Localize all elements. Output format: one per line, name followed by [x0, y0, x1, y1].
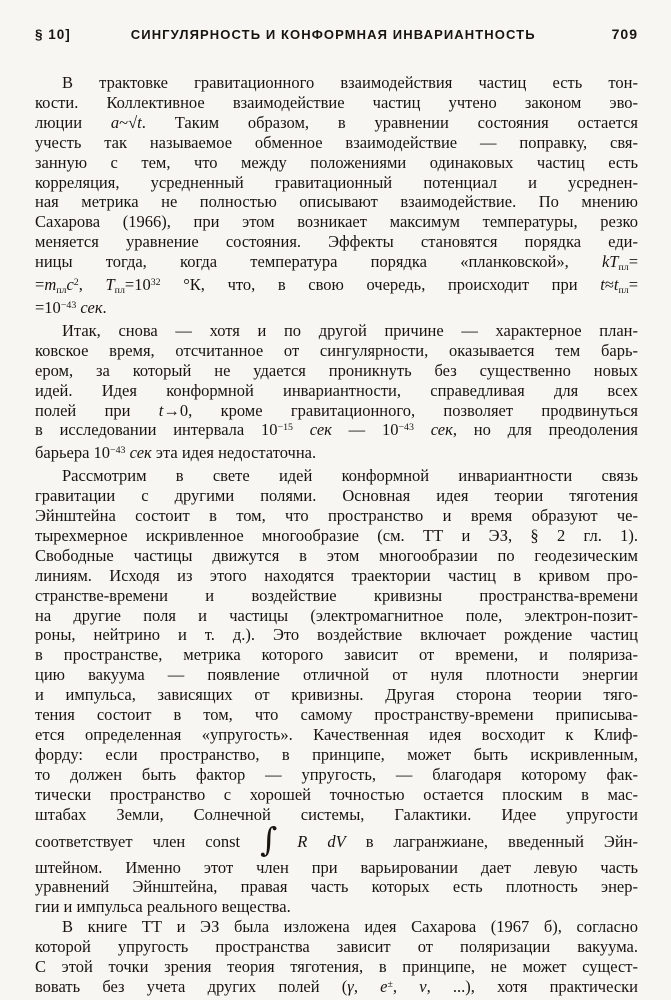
- text-line: то должен быть фактор — упругость, — благодаря которому фак-: [35, 764, 638, 784]
- text-line: штейном. Именно этот член при варьировании дает левую часть: [35, 857, 638, 877]
- text-line: Свободные частицы движутся в этом многообразии по геодезическим: [35, 545, 638, 565]
- text-line: меняется уравнение состояния. Эффекты становятся порядка еди-: [35, 232, 638, 252]
- text-line: которой упругость пространства зависит от поляризации вакуума.: [35, 937, 638, 957]
- text-line: линиям. Исходя из этого находятся траектории частиц в кривом про-: [35, 565, 638, 585]
- text-line: В книге ТТ и ЭЗ была изложена идея Сахарова (1967 б), согласно: [62, 917, 638, 937]
- text-line: кости. Коллективное взаимодействие частиц учтено законом эво-: [35, 92, 638, 112]
- text-line: цию вакуума — появление отличной от нуля плотности энергии: [35, 665, 638, 685]
- text-line: занную с тем, что между положениями одинаковых частиц есть: [35, 152, 638, 172]
- text-line: $=10^{-43}$ сек.: [35, 297, 107, 317]
- text-line: =mплc$^2$, $Tпл=10^{32}$ °К, что, в свою очередь, происходит при t≈tпл=: [35, 275, 638, 297]
- text-line: ницы тогда, когда температура порядка «планковской», kTпл=: [35, 252, 638, 274]
- text-line: учесть так называемое обменное взаимодействие — поправку, свя-: [35, 132, 638, 152]
- text-line: и импульса, зависящих от кривизны. Другая сторона теории тяго-: [35, 685, 638, 705]
- text-line: ковское время, отсчитанное от сингулярности, оказывается тем барь-: [35, 340, 638, 360]
- paragraph: [35, 321, 638, 466]
- text-line: Итак, снова — хотя и по другой причине — характерное план-: [62, 320, 638, 340]
- running-title: СИНГУЛЯРНОСТЬ И КОНФОРМНАЯ ИНВАРИАНТНОСТЬ: [130, 27, 536, 42]
- text-line: полей при t→0, кроме гравитационного, позволяет продвинуться: [35, 400, 638, 420]
- text-line: соответствует член const ∫ R dV в лагранжиане, введенный Эйн-: [35, 824, 638, 858]
- text-line: ером, за который не удается проникнуть без существенно новых: [35, 360, 638, 380]
- paragraph: [35, 466, 638, 917]
- text-line: странстве-времени и воздействие кривизны пространства-времени: [35, 585, 638, 605]
- text-line: корреляция, усредненный гравитационный потенциал и усреднен-: [35, 172, 638, 192]
- text-line: в пространстве, метрика которого зависит от времени, и поляриза-: [35, 645, 638, 665]
- text-line: ется определенная «упругость». Качественная идея восходит к Клиф-: [35, 725, 638, 744]
- text-line: тически пространство с хорошей точностью остается плоским в мас-: [35, 784, 638, 804]
- text-line: барьера $10^{-43}$ сек эта идея недостаточна.: [35, 443, 317, 463]
- text-line: форду: если пространство, в принципе, может быть искривленным,: [35, 744, 638, 764]
- text-line: Эйнштейна состоит в том, что пространство и время образуют че-: [35, 506, 638, 526]
- text-line: в исследовании интервала $10^{-15}$ сек — $10^{-43}$ сек, но для преодоления: [35, 420, 638, 440]
- text-line: тения состоит в том, что самому пространству-времени приписыва-: [35, 705, 638, 725]
- text-line: С этой точки зрения теория тяготения, в принципе, не может сущест-: [35, 957, 638, 977]
- paragraph: [35, 917, 638, 1000]
- body-text: [35, 73, 638, 1000]
- paragraph: [35, 73, 638, 321]
- text-line: штабах Земли, Солнечной системы, Галактики. Идее упругости: [35, 804, 638, 824]
- text-line: идей. Идея конформной инвариантности, справедливая для всех: [35, 380, 638, 400]
- text-line: ная метрика не полностью описывают взаимодействие. По мнению: [35, 192, 638, 212]
- section-marker: § 10]: [35, 27, 71, 42]
- text-line: на другие поля и частицы (электромагнитное поле, электрон-позит-: [35, 605, 638, 625]
- running-header: [35, 26, 638, 42]
- text-line: вовать без учета других полей (γ, e±, ν, ...), хотя практически: [35, 976, 638, 996]
- text-line: тырехмерное искривленное многообразие (см. ТТ и ЭЗ, § 2 гл. 1).: [35, 525, 638, 545]
- text-line: люции a~√t. Таким образом, в уравнении состояния остается: [35, 112, 638, 132]
- text-line: Сахарова (1966), при этом возникает максимум температуры, резко: [35, 212, 638, 232]
- text-line: В трактовке гравитационного взаимодействия частиц есть тон-: [62, 73, 638, 92]
- text-line: Рассмотрим в свете идей конформной инвариантности связь: [62, 466, 638, 486]
- page-number: 709: [611, 26, 638, 42]
- text-line: роны, нейтрино и т. д.). Это воздействие включает рождение частиц: [35, 625, 638, 645]
- text-line: гии и импульса реального вещества.: [35, 897, 291, 917]
- text-line: гравитации с другими полями. Основная идея теории тяготения: [35, 486, 638, 506]
- text-line: уравнений Эйнштейна, правая часть которых есть плотность энер-: [35, 877, 638, 897]
